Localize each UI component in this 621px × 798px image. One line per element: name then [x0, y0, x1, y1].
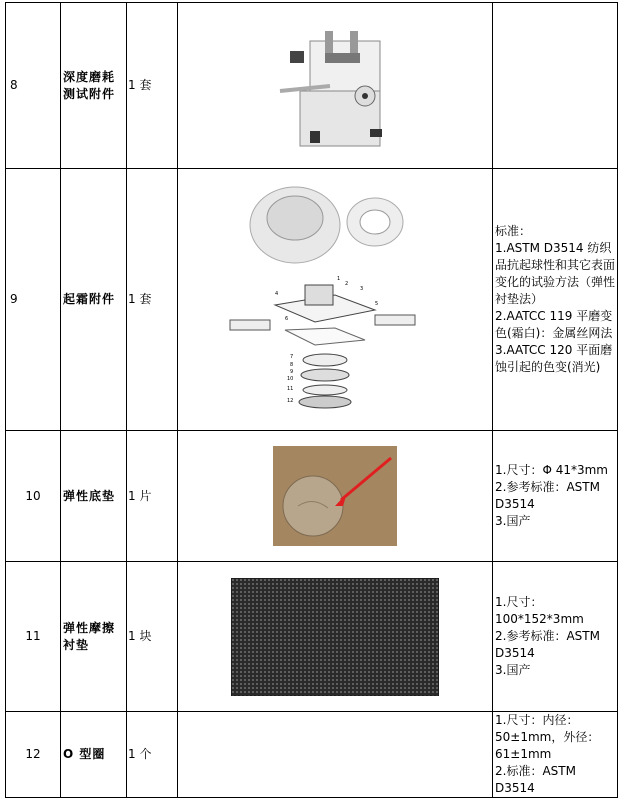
item-number: 12: [6, 712, 61, 798]
note-line: 3.国产: [495, 663, 531, 677]
item-name: O 型圈: [61, 712, 127, 798]
item-number: 11: [6, 562, 61, 712]
item-name: 弹性摩擦衬垫: [61, 562, 127, 712]
note-line: 1.ASTM D3514 纺织品抗起球性和其它表面变化的试验方法（弹性衬垫法）: [495, 241, 616, 306]
table-row: [6, 3, 618, 169]
elastic-base-pad-image: [273, 446, 397, 546]
diagram-label: 10: [287, 375, 294, 382]
item-number: 8: [6, 3, 61, 169]
item-notes: [493, 431, 618, 562]
item-notes: [493, 562, 618, 712]
diagram-label: 7: [290, 353, 294, 360]
diagram-label: 1: [337, 275, 341, 282]
note-line: 2.AATCC 119 平磨变色(霜白)：金属丝网法: [495, 309, 613, 340]
note-line: 1.尺寸：100*152*3mm: [495, 595, 584, 626]
diagram-label: 11: [287, 385, 294, 392]
item-name: 深度磨耗测试附件: [61, 3, 127, 169]
item-name: 起霜附件: [61, 169, 127, 431]
diagram-label: 5: [375, 300, 379, 307]
table-row: [6, 562, 618, 712]
item-name: 弹性底垫: [61, 431, 127, 562]
item-quantity: 1 个: [127, 712, 178, 798]
diagram-label: 4: [275, 290, 279, 297]
item-notes: [493, 169, 618, 431]
item-notes: [493, 3, 618, 169]
diagram-label: 9: [290, 368, 294, 375]
item-image-cell: [178, 712, 493, 798]
table-row: [6, 712, 618, 798]
item-image-cell: [178, 3, 493, 169]
item-number: 9: [6, 169, 61, 431]
item-image-cell: [178, 562, 493, 712]
item-quantity: 1 块: [127, 562, 178, 712]
note-line: 2.参考标准：ASTM D3514: [495, 629, 600, 660]
item-number: 10: [6, 431, 61, 562]
item-quantity: 1 套: [127, 169, 178, 431]
diagram-label: 8: [290, 361, 294, 368]
depth-wear-fixture-image: [270, 21, 400, 151]
diagram-label: 12: [287, 397, 294, 404]
diagram-label: 6: [285, 315, 289, 322]
frosting-accessory-image: [225, 180, 445, 420]
note-line: 2.标准：ASTM D3514: [495, 764, 576, 795]
note-line: 3.国产: [495, 514, 531, 528]
item-quantity: 1 片: [127, 431, 178, 562]
diagram-label: 2: [345, 280, 349, 287]
table-row: [6, 431, 618, 562]
item-notes: [493, 712, 618, 798]
note-line: 标准：: [495, 224, 532, 238]
note-line: 1.尺寸：内径：50±1mm，外径：61±1mm: [495, 713, 600, 761]
item-image-cell: [178, 169, 493, 431]
note-line: 1.尺寸：Φ 41*3mm: [495, 463, 608, 477]
note-line: 2.参考标准：ASTM D3514: [495, 480, 600, 511]
diagram-label: 3: [360, 285, 364, 292]
elastic-friction-pad-image: [231, 578, 439, 696]
spec-table: [5, 2, 618, 798]
item-quantity: 1 套: [127, 3, 178, 169]
note-line: 3.AATCC 120 平面磨蚀引起的色变(消光): [495, 343, 613, 374]
table-row: [6, 169, 618, 431]
item-image-cell: [178, 431, 493, 562]
